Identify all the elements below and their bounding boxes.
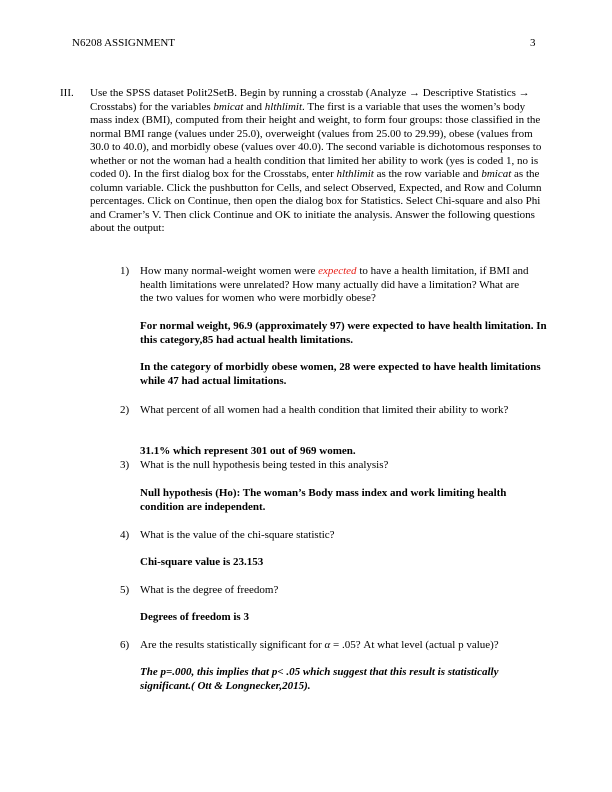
question-text: What percent of all women had a health condition that limited their ability to work? (140, 404, 509, 416)
question-number: 3) (120, 459, 130, 471)
variable-bmicat: bmicat (213, 100, 244, 113)
question-text: Are the results statistically significant for α = .05? At what level (actual p value)? (140, 639, 499, 651)
question-number: 2) (120, 404, 130, 416)
page-number: 3 (530, 37, 536, 49)
answer-4: Chi-square value is 23.153 (140, 556, 264, 568)
intro-text: and (243, 100, 265, 113)
question-number: 6) (120, 639, 130, 651)
answer-1b: In the category of morbidly obese women, 28 were expected to have health limitations while 47 had actual limitations. (140, 361, 541, 387)
alpha-symbol: α (324, 639, 331, 651)
answer-6: The p=.000, this implies that p< .05 which suggest that this result is statistically significant.( Ott & Longnecker,2015). (140, 666, 499, 692)
header-title: N6208 ASSIGNMENT (72, 37, 175, 49)
answer-5: Degrees of freedom is 3 (140, 611, 249, 623)
section-numeral: III. (60, 87, 74, 99)
section-intro (90, 87, 548, 236)
intro-text: as the row variable and (373, 168, 482, 180)
answer-1a: For normal weight, 96.9 (approximately 97) were expected to have health limitation. In this category,85 had actual health limitations. (140, 320, 547, 346)
question-text: What is the value of the chi-square statistic? (140, 529, 335, 541)
emphasis-expected: expected (318, 265, 357, 277)
question-number: 1) (120, 265, 130, 277)
question-number: 5) (120, 584, 130, 596)
intro-text: as the column variable. Click the pushbutton for Cells, and select Observed, Expected, and Row and Column percentages. Click on Continue, then open the dialog box for Statistics. Select Chi-square and also Phi and Cramer’s V. Then click Continue and OK to initiate the analysis. Answer the following questions about the output: (90, 168, 542, 234)
question-text: How many normal-weight women were expected to have a health limitation, if BMI and health limitations were unrelated? How many actually did have a limitation? What are the two values for women who were morbidly obese? (140, 265, 529, 304)
question-text: What is the null hypothesis being tested in this analysis? (140, 459, 389, 471)
variable-hlthlimit: hlthlimit (336, 168, 374, 180)
question-text: What is the degree of freedom? (140, 584, 279, 596)
variable-bmicat: bmicat (481, 168, 512, 180)
answer-2: 31.1% which represent 301 out of 969 women. (140, 445, 356, 457)
intro-text: . The first is a variable that uses the women’s body mass index (BMI), computed from their height and weight, to form four groups: those classified in the normal BMI range (values under 25.0), overweight (values from 25.00 to 29.99), obese (values from 30.0 to 40.0), and morbidly obese (values over 40.0). The second variable is dichotomous responses to whether or not the woman had a health condition that limited her ability to work (yes is coded 1, no is coded 0). In the first dialog box for the Crosstabs, enter (90, 100, 542, 180)
intro-text: Use the SPSS dataset Polit2SetB. Begin by running a crosstab (Analyze → Descriptive Statistics → Crosstabs) for the variables (90, 87, 530, 113)
variable-hlthlimit: hlthlimit (264, 100, 303, 113)
answer-3: Null hypothesis (Ho): The woman’s Body mass index and work limiting health condition are independent. (140, 487, 507, 513)
question-number: 4) (120, 529, 130, 541)
